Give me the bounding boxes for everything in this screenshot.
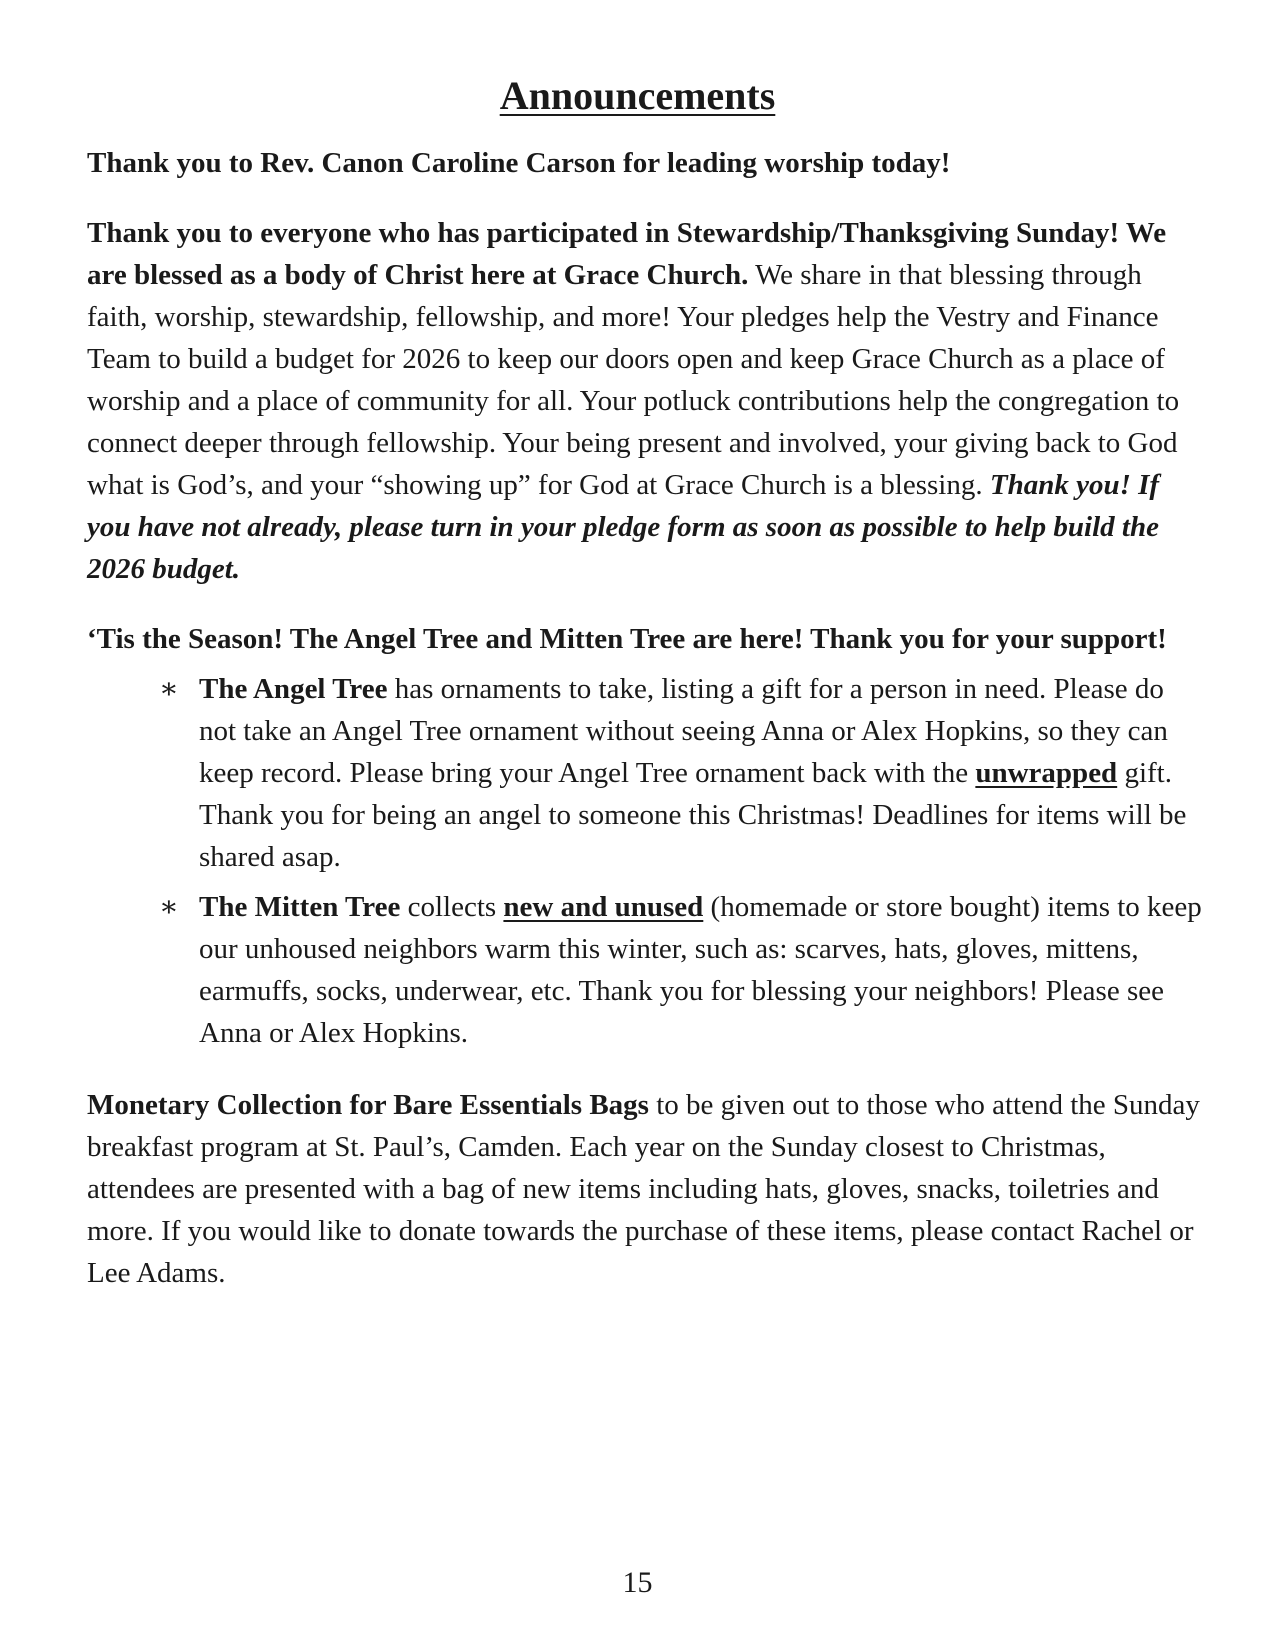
bare-essentials-label: Monetary Collection for Bare Essentials Bags	[87, 1089, 649, 1121]
stewardship-bold-text: Thank you to everyone who has participated in Stewardship/Thanksgiving Sunday! We are blessed as a body of Christ here at Grace Church.	[87, 217, 1167, 291]
thanks-rev-paragraph	[87, 142, 1207, 184]
asterisk-bullet-icon: ∗	[159, 891, 179, 923]
list-item-mitten-tree	[87, 886, 1207, 1054]
page-number: 15	[622, 1566, 653, 1599]
mitten-tree-text-1: collects	[400, 891, 504, 923]
season-heading-text: ‘Tis the Season! The Angel Tree and Mitten Tree are here! Thank you for your support!	[87, 623, 1167, 655]
mitten-tree-text-2: (homemade or store bought) items to keep our unhoused neighbors warm this winter, such as: scarves, hats, gloves, mittens, earmuffs, socks, underwear, etc. Thank you for blessing your neighbors! Please see Anna or Alex Hopkins.	[199, 891, 1202, 1049]
page-title-text: Announcements	[499, 73, 776, 118]
stewardship-pledge-reminder: Thank you! If you have not already, please turn in your pledge form as soon as possible to help build the 2026 budget.	[87, 469, 1160, 585]
mitten-tree-underlined: new and unused	[503, 891, 704, 923]
angel-tree-label: The Angel Tree	[199, 673, 388, 705]
bare-essentials-text: to be given out to those who attend the Sunday breakfast program at St. Paul’s, Camden. Each year on the Sunday closest to Christmas, attendees are presented with a bag of new items including hats, gloves, snacks, toiletries and more. If you would like to donate towards the purchase of these items, please contact Rachel or Lee Adams.	[87, 1089, 1200, 1289]
announcements-body	[87, 142, 1207, 1294]
mitten-tree-label: The Mitten Tree	[199, 891, 401, 923]
list-item-angel-tree	[87, 668, 1207, 878]
stewardship-body-text: We share in that blessing through faith, worship, stewardship, fellowship, and more! Your pledges help the Vestry and Finance Team to build a budget for 2026 to keep our doors open and keep Grace Church as a place of worship and a place of community for all. Your potluck contributions help the congregation to connect deeper through fellowship. Your being present and involved, your giving back to God what is God’s, and your “showing up” for God at Grace Church is a blessing.	[87, 259, 1180, 501]
angel-tree-text-2: gift. Thank you for being an angel to someone this Christmas! Deadlines for items will be shared asap.	[199, 757, 1187, 873]
stewardship-paragraph	[87, 212, 1207, 590]
angel-tree-underlined: unwrapped	[975, 757, 1118, 789]
bare-essentials-paragraph	[87, 1084, 1207, 1294]
angel-tree-text-1: has ornaments to take, listing a gift for a person in need. Please do not take an Angel Tree ornament without seeing Anna or Alex Hopkins, so they can keep record. Please bring your Angel Tree ornament back with the	[199, 673, 1168, 789]
tree-list	[87, 668, 1207, 1054]
asterisk-bullet-icon: ∗	[159, 673, 179, 705]
thanks-rev-text: Thank you to Rev. Canon Caroline Carson for leading worship today!	[87, 147, 951, 179]
season-heading	[87, 618, 1207, 660]
page-title	[0, 72, 1275, 119]
